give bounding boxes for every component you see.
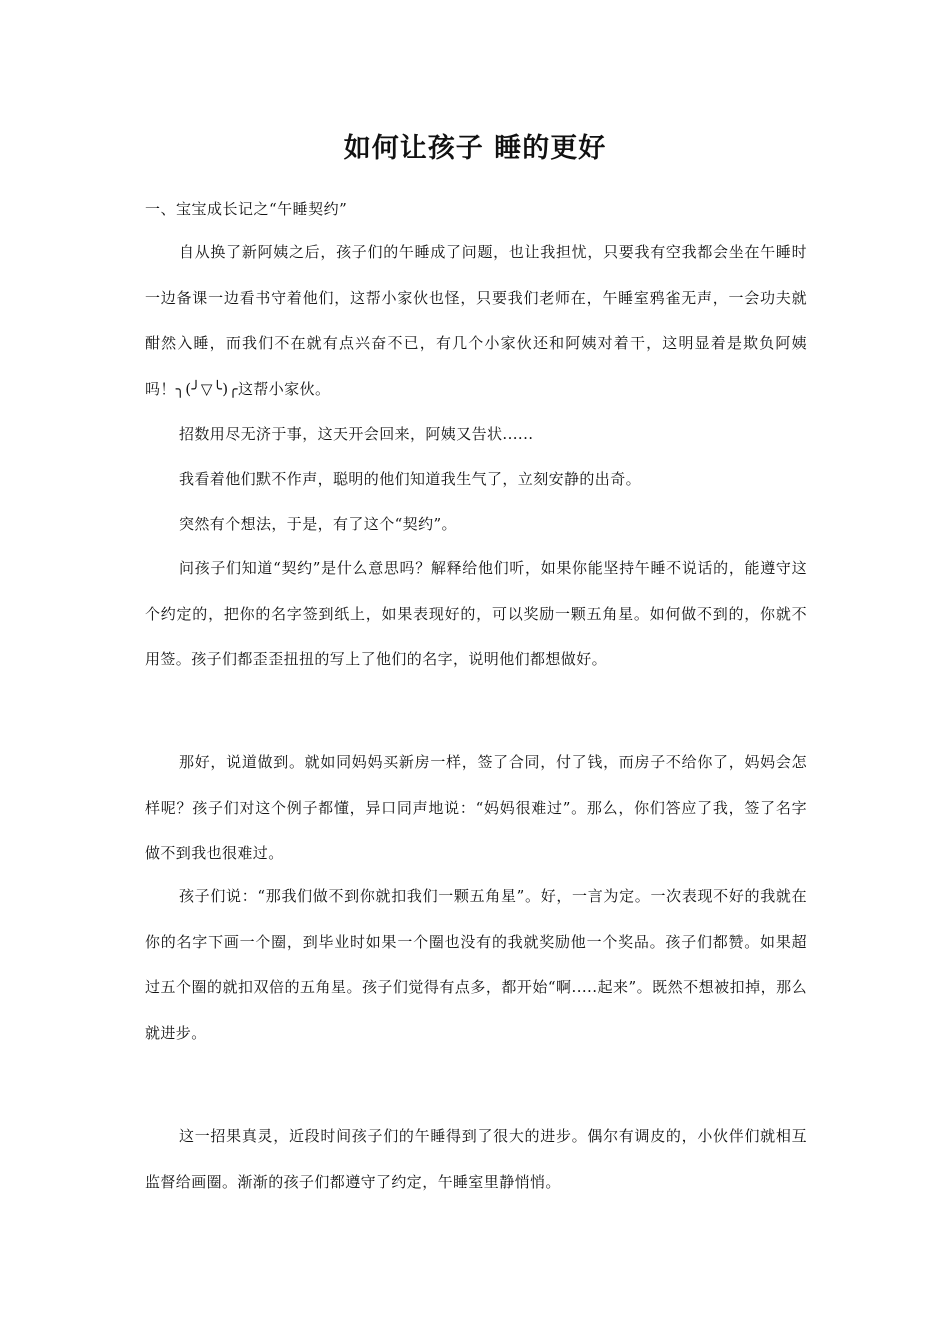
paragraph: 孩子们说：“那我们做不到你就扣我们一颗五角星”。好，一言为定。一次表现不好的我就在你的名字下画一个圈，到毕业时如果一个圈也没有的我就奖励他一个奖品。孩子们都赞。如果超过五个圈的就扣双倍的五角星。孩子们觉得有点多，都开始“啊.....起来”。既然不想被扣掉，那么就进步。 [145, 887, 807, 1042]
document-title: 如何让孩子 睡的更好 [343, 133, 607, 164]
section-heading: 一、宝宝成长记之“午睡契约” [145, 200, 348, 218]
paragraph: 我看着他们默不作声，聪明的他们知道我生气了，立刻安静的出奇。 [179, 470, 642, 488]
paragraph: 那好，说道做到。就如同妈妈买新房一样，签了合同，付了钱，而房子不给你了，妈妈会怎样呢？孩子们对这个例子都懂，异口同声地说：“妈妈很难过”。那么，你们答应了我，签了名字做不到我也很难过。 [145, 753, 807, 862]
paragraph: 问孩子们知道“契约”是什么意思吗？解释给他们听，如果你能坚持午睡不说话的，能遵守这个约定的，把你的名字签到纸上，如果表现好的，可以奖励一颗五角星。如何做不到的，你就不用签。孩子们都歪歪扭扭的写上了他们的名字，说明他们都想做好。 [145, 559, 807, 668]
paragraph: 这一招果真灵，近段时间孩子们的午睡得到了很大的进步。偶尔有调皮的，小伙伴们就相互监督给画圈。渐渐的孩子们都遵守了约定，午睡室里静悄悄。 [145, 1127, 807, 1191]
paragraph: 自从换了新阿姨之后，孩子们的午睡成了问题，也让我担忧，只要我有空我都会坐在午睡时一边备课一边看书守着他们，这帮小家伙也怪，只要我们老师在，午睡室鸦雀无声，一会功夫就酣然入睡，而我们不在就有点兴奋不已，有几个小家伙还和阿姨对着干，这明显着是欺负阿姨吗！╮(╯▽╰)╭这帮小家伙。 [145, 243, 807, 398]
paragraph: 招数用尽无济于事，这天开会回来，阿姨又告状...... [179, 425, 534, 443]
paragraph: 突然有个想法，于是，有了这个“契约”。 [179, 515, 457, 533]
